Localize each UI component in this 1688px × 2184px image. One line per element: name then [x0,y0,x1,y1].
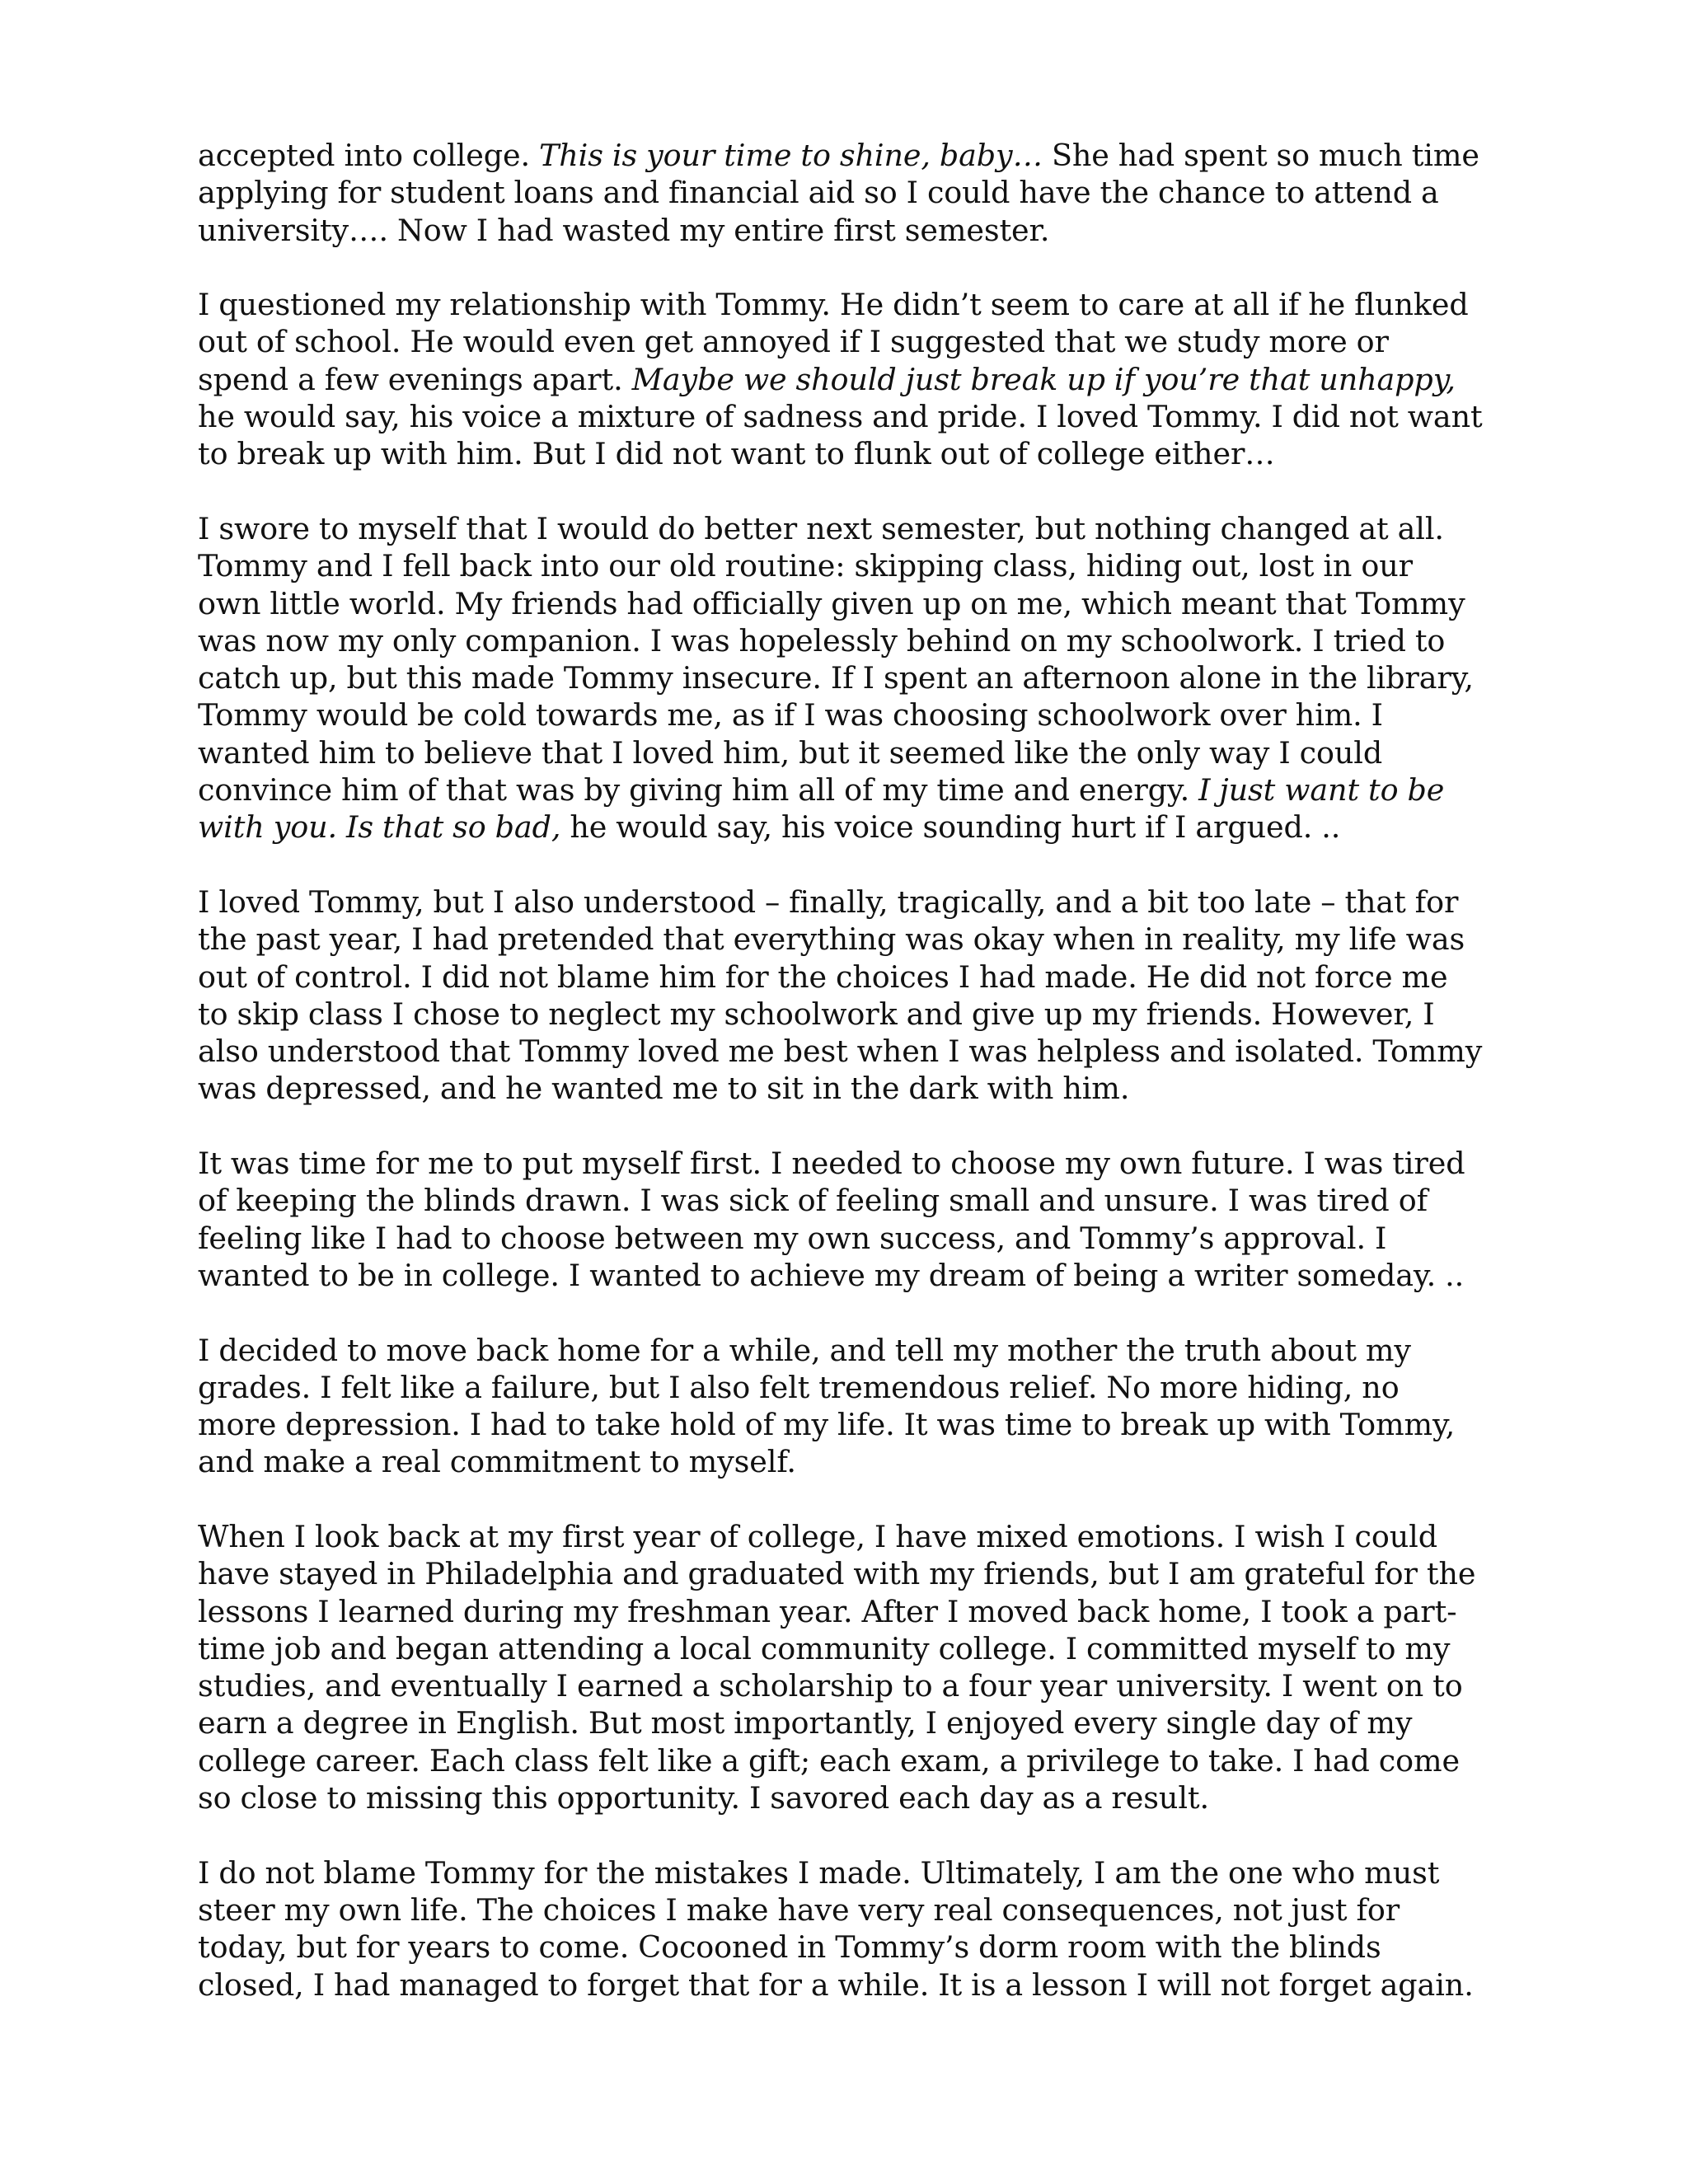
paragraph-5 [198,1145,1484,1294]
paragraph-2 [198,286,1484,472]
paragraph-7 [198,1518,1484,1816]
text-segment: I do not blame Tommy for the mistakes I made. Ultimately, I am the one who must steer my own life. The choices I make have very real consequences, not just for today, but for years to come. Cocooned in Tommy’s dorm room with the blinds closed, I had managed to forget that for a while. It is a lesson I will not forget again. [198,1854,1474,2003]
paragraph-4 [198,883,1484,1108]
italic-text-segment: Maybe we should just break up if you’re that unhappy, [631,361,1456,397]
text-segment: I loved Tommy, but I also understood – finally, tragically, and a bit too late – that for the past year, I had pretended that everything was okay when in reality, my life was out of control. I did not blame him for the choices I had made. He did not force me to skip class I chose to neglect my schoolwork and give up my friends. However, I also understood that Tommy loved me best when I was helpless and isolated. Tommy was depressed, and he wanted me to sit in the dark with him. [198,883,1483,1107]
paragraph-1 [198,137,1484,249]
paragraph-8 [198,1854,1484,2004]
text-segment: When I look back at my first year of college, I have mixed emotions. I wish I could have stayed in Philadelphia and graduated with my friends, but I am grateful for the lessons I learned during my freshman year. After I moved back home, I took a part-time job and began attending a local community college. I committed myself to my studies, and eventually I earned a scholarship to a four year university. I went on to earn a degree in English. But most importantly, I enjoyed every single day of my college career. Each class felt like a gift; each exam, a privilege to take. I had come so close to missing this opportunity. I savored each day as a result. [198,1518,1476,1816]
paragraph-3 [198,510,1484,846]
italic-text-segment: I just want to be with you. Is that so bad, [198,772,1445,846]
text-segment: I decided to move back home for a while, and tell my mother the truth about my grades. I felt like a failure, but I also felt tremendous relief. No more hiding, no more depression. I had to take hold of my life. It was time to break up with Tommy, and make a real commitment to myself. [198,1332,1456,1480]
italic-text-segment: This is your time to shine, baby… [539,138,1043,173]
text-segment: She had spent so much time applying for student loans and financial aid so I could have the chance to attend a university…. Now I had wasted my entire first semester. [198,138,1479,248]
text-segment: I questioned my relationship with Tommy. He didn’t seem to care at all if he flunked out of school. He would even get annoyed if I suggested that we study more or spend a few evenings apart. [198,287,1469,397]
text-segment: It was time for me to put myself first. I needed to choose my own future. I was tired of keeping the blinds drawn. I was sick of feeling small and unsure. I was tired of feeling like I had to choose between my own success, and Tommy’s approval. I wanted to be in college. I wanted to achieve my dream of being a writer someday. .. [198,1146,1465,1293]
text-segment: accepted into college. [198,138,540,173]
paragraph-6 [198,1332,1484,1481]
text-segment: he would say, his voice sounding hurt if I argued. .. [560,809,1341,846]
text-segment: he would say, his voice a mixture of sadness and pride. I loved Tommy. I did not want to break up with him. But I did not want to flunk out of college either… [198,399,1483,472]
document-body [198,137,1484,2004]
text-segment: I swore to myself that I would do better next semester, but nothing changed at all. Tommy and I fell back into our old routine: skipping class, hiding out, lost in our own little world. My friends had officially given up on me, which meant that Tommy was now my only companion. I was hopelessly behind on my schoolwork. I tried to catch up, but this made Tommy insecure. If I spent an afternoon alone in the library, Tommy would be cold towards me, as if I was choosing schoolwork over him. I wanted him to believe that I loved him, but it seemed like the only way I could convince him of that was by giving him all of my time and energy. [198,510,1474,808]
